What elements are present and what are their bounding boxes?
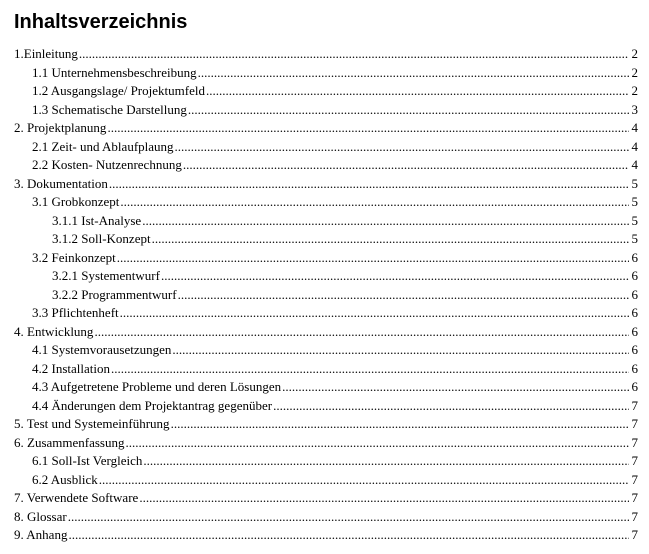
toc-entry[interactable] <box>14 45 638 64</box>
toc-entry[interactable] <box>14 64 638 83</box>
toc-entry-text[interactable]: 6.1 Soll-Ist Vergleich <box>32 453 143 468</box>
toc-page-number[interactable]: 5 <box>631 231 638 246</box>
dot-leader <box>107 119 629 138</box>
toc-entry[interactable] <box>14 267 638 286</box>
toc-entry[interactable] <box>14 378 638 397</box>
toc-page-number[interactable]: 2 <box>631 46 638 61</box>
toc-entry-text[interactable]: 5. Test und Systemeinführung <box>14 416 170 431</box>
toc-entry-text[interactable]: 6.2 Ausblick <box>32 471 98 487</box>
dot-leader <box>273 397 629 416</box>
dot-leader <box>68 526 629 545</box>
toc-entry-text[interactable]: 3.1.1 Ist-Analyse <box>52 212 142 228</box>
toc-entry[interactable] <box>14 489 638 508</box>
toc-entry[interactable] <box>14 175 638 194</box>
dot-leader <box>143 452 629 471</box>
table-of-contents <box>14 45 638 545</box>
toc-page-number[interactable]: 5 <box>631 175 638 191</box>
toc-entry-text[interactable]: 3. Dokumentation <box>14 175 108 191</box>
toc-entry-text[interactable]: 1.2 Ausgangslage/ Projektumfeld <box>32 83 205 98</box>
dot-leader <box>282 378 629 397</box>
toc-page-number[interactable]: 6 <box>631 249 638 265</box>
toc-page-number[interactable]: 6 <box>631 323 638 339</box>
toc-entry-text[interactable]: 3.2.2 Programmentwurf <box>52 286 177 302</box>
toc-entry-text[interactable]: 3.2 Feinkonzept <box>32 249 116 265</box>
toc-entry-text[interactable]: 4.3 Aufgetretene Probleme und deren Lösungen <box>32 379 282 394</box>
toc-entry[interactable] <box>14 119 638 138</box>
toc-page-number[interactable]: 6 <box>631 305 638 320</box>
toc-entry-text[interactable]: 3.2.1 Systementwurf <box>52 268 160 283</box>
toc-entry-text[interactable]: 1.3 Schematische Darstellung <box>32 101 187 117</box>
toc-entry[interactable] <box>14 286 638 305</box>
toc-entry[interactable] <box>14 508 638 527</box>
toc-entry[interactable] <box>14 452 638 471</box>
toc-entry-text[interactable]: 4.1 Systemvorausetzungen <box>32 342 172 357</box>
dot-leader <box>109 175 629 194</box>
toc-page-number[interactable]: 7 <box>631 397 638 413</box>
dot-leader <box>120 193 629 212</box>
toc-entry[interactable] <box>14 304 638 323</box>
dot-leader <box>142 212 629 231</box>
dot-leader <box>99 471 629 490</box>
toc-entry[interactable] <box>14 82 638 101</box>
dot-leader <box>152 230 629 249</box>
dot-leader <box>68 508 629 527</box>
toc-page-number[interactable]: 5 <box>631 212 638 228</box>
toc-entry-text[interactable]: 7. Verwendete Software <box>14 490 139 505</box>
toc-page-number[interactable]: 7 <box>631 471 638 487</box>
toc-page-number[interactable]: 7 <box>631 527 638 542</box>
toc-entry[interactable] <box>14 397 638 416</box>
dot-leader <box>198 64 629 83</box>
toc-entry-text[interactable]: 3.1.2 Soll-Konzept <box>52 231 151 246</box>
toc-page-number[interactable]: 4 <box>631 138 638 154</box>
toc-page-number[interactable]: 3 <box>631 101 638 117</box>
toc-page-number[interactable]: 7 <box>631 508 638 524</box>
toc-entry-text[interactable]: 9. Anhang <box>14 527 68 542</box>
toc-entry-text[interactable]: 8. Glossar <box>14 508 67 524</box>
toc-title: Inhaltsverzeichnis <box>14 11 188 33</box>
toc-entry[interactable] <box>14 526 638 545</box>
toc-entry[interactable] <box>14 360 638 379</box>
dot-leader <box>79 45 629 64</box>
dot-leader <box>171 415 629 434</box>
dot-leader <box>161 267 629 286</box>
toc-entry-text[interactable]: 3.3 Pflichtenheft <box>32 305 119 320</box>
dot-leader <box>175 138 629 157</box>
toc-entry-text[interactable]: 4.4 Änderungen dem Projektantrag gegenüber <box>32 397 273 413</box>
dot-leader <box>139 489 629 508</box>
toc-page-number[interactable]: 7 <box>631 490 638 505</box>
toc-page-number[interactable]: 6 <box>631 379 638 394</box>
dot-leader <box>111 360 629 379</box>
toc-page-number[interactable]: 2 <box>631 83 638 98</box>
dot-leader <box>94 323 629 342</box>
toc-entry[interactable] <box>14 193 638 212</box>
toc-entry-text[interactable]: 1.Einleitung <box>14 46 78 61</box>
toc-entry-text[interactable]: 6. Zusammenfassung <box>14 434 125 450</box>
toc-entry-text[interactable]: 2. Projektplanung <box>14 120 107 135</box>
toc-entry[interactable] <box>14 138 638 157</box>
toc-entry[interactable] <box>14 323 638 342</box>
dot-leader <box>117 249 629 268</box>
toc-entry[interactable] <box>14 341 638 360</box>
dot-leader <box>120 304 629 323</box>
toc-page-number[interactable]: 7 <box>631 416 638 431</box>
toc-entry-text[interactable]: 4. Entwicklung <box>14 323 94 339</box>
toc-entry-text[interactable]: 1.1 Unternehmensbeschreibung <box>32 64 197 80</box>
toc-page-number[interactable]: 2 <box>631 64 638 80</box>
toc-page-number[interactable]: 7 <box>631 453 638 468</box>
toc-entry[interactable] <box>14 230 638 249</box>
dot-leader <box>206 82 629 101</box>
dot-leader <box>183 156 629 175</box>
toc-entry[interactable] <box>14 471 638 490</box>
dot-leader <box>188 101 629 120</box>
toc-entry[interactable] <box>14 212 638 231</box>
toc-entry-text[interactable]: 4.2 Installation <box>32 360 110 376</box>
toc-page-number[interactable]: 4 <box>631 120 638 135</box>
dot-leader <box>172 341 629 360</box>
toc-page-number[interactable]: 6 <box>631 360 638 376</box>
toc-entry-text[interactable]: 3.1 Grobkonzept <box>32 194 120 209</box>
toc-page-number[interactable]: 4 <box>631 157 638 172</box>
toc-page-number[interactable]: 7 <box>631 434 638 450</box>
toc-page-number[interactable]: 6 <box>631 268 638 283</box>
toc-entry[interactable] <box>14 415 638 434</box>
toc-entry[interactable] <box>14 434 638 453</box>
dot-leader <box>125 434 629 453</box>
toc-entry[interactable] <box>14 249 638 268</box>
toc-page-number[interactable]: 6 <box>631 286 638 302</box>
toc-entry-text[interactable]: 2.1 Zeit- und Ablaufplaung <box>32 138 174 154</box>
toc-entry[interactable] <box>14 156 638 175</box>
toc-page-number[interactable]: 5 <box>631 194 638 209</box>
toc-page-number[interactable]: 6 <box>631 342 638 357</box>
toc-entry[interactable] <box>14 101 638 120</box>
dot-leader <box>178 286 629 305</box>
toc-entry-text[interactable]: 2.2 Kosten- Nutzenrechnung <box>32 157 182 172</box>
